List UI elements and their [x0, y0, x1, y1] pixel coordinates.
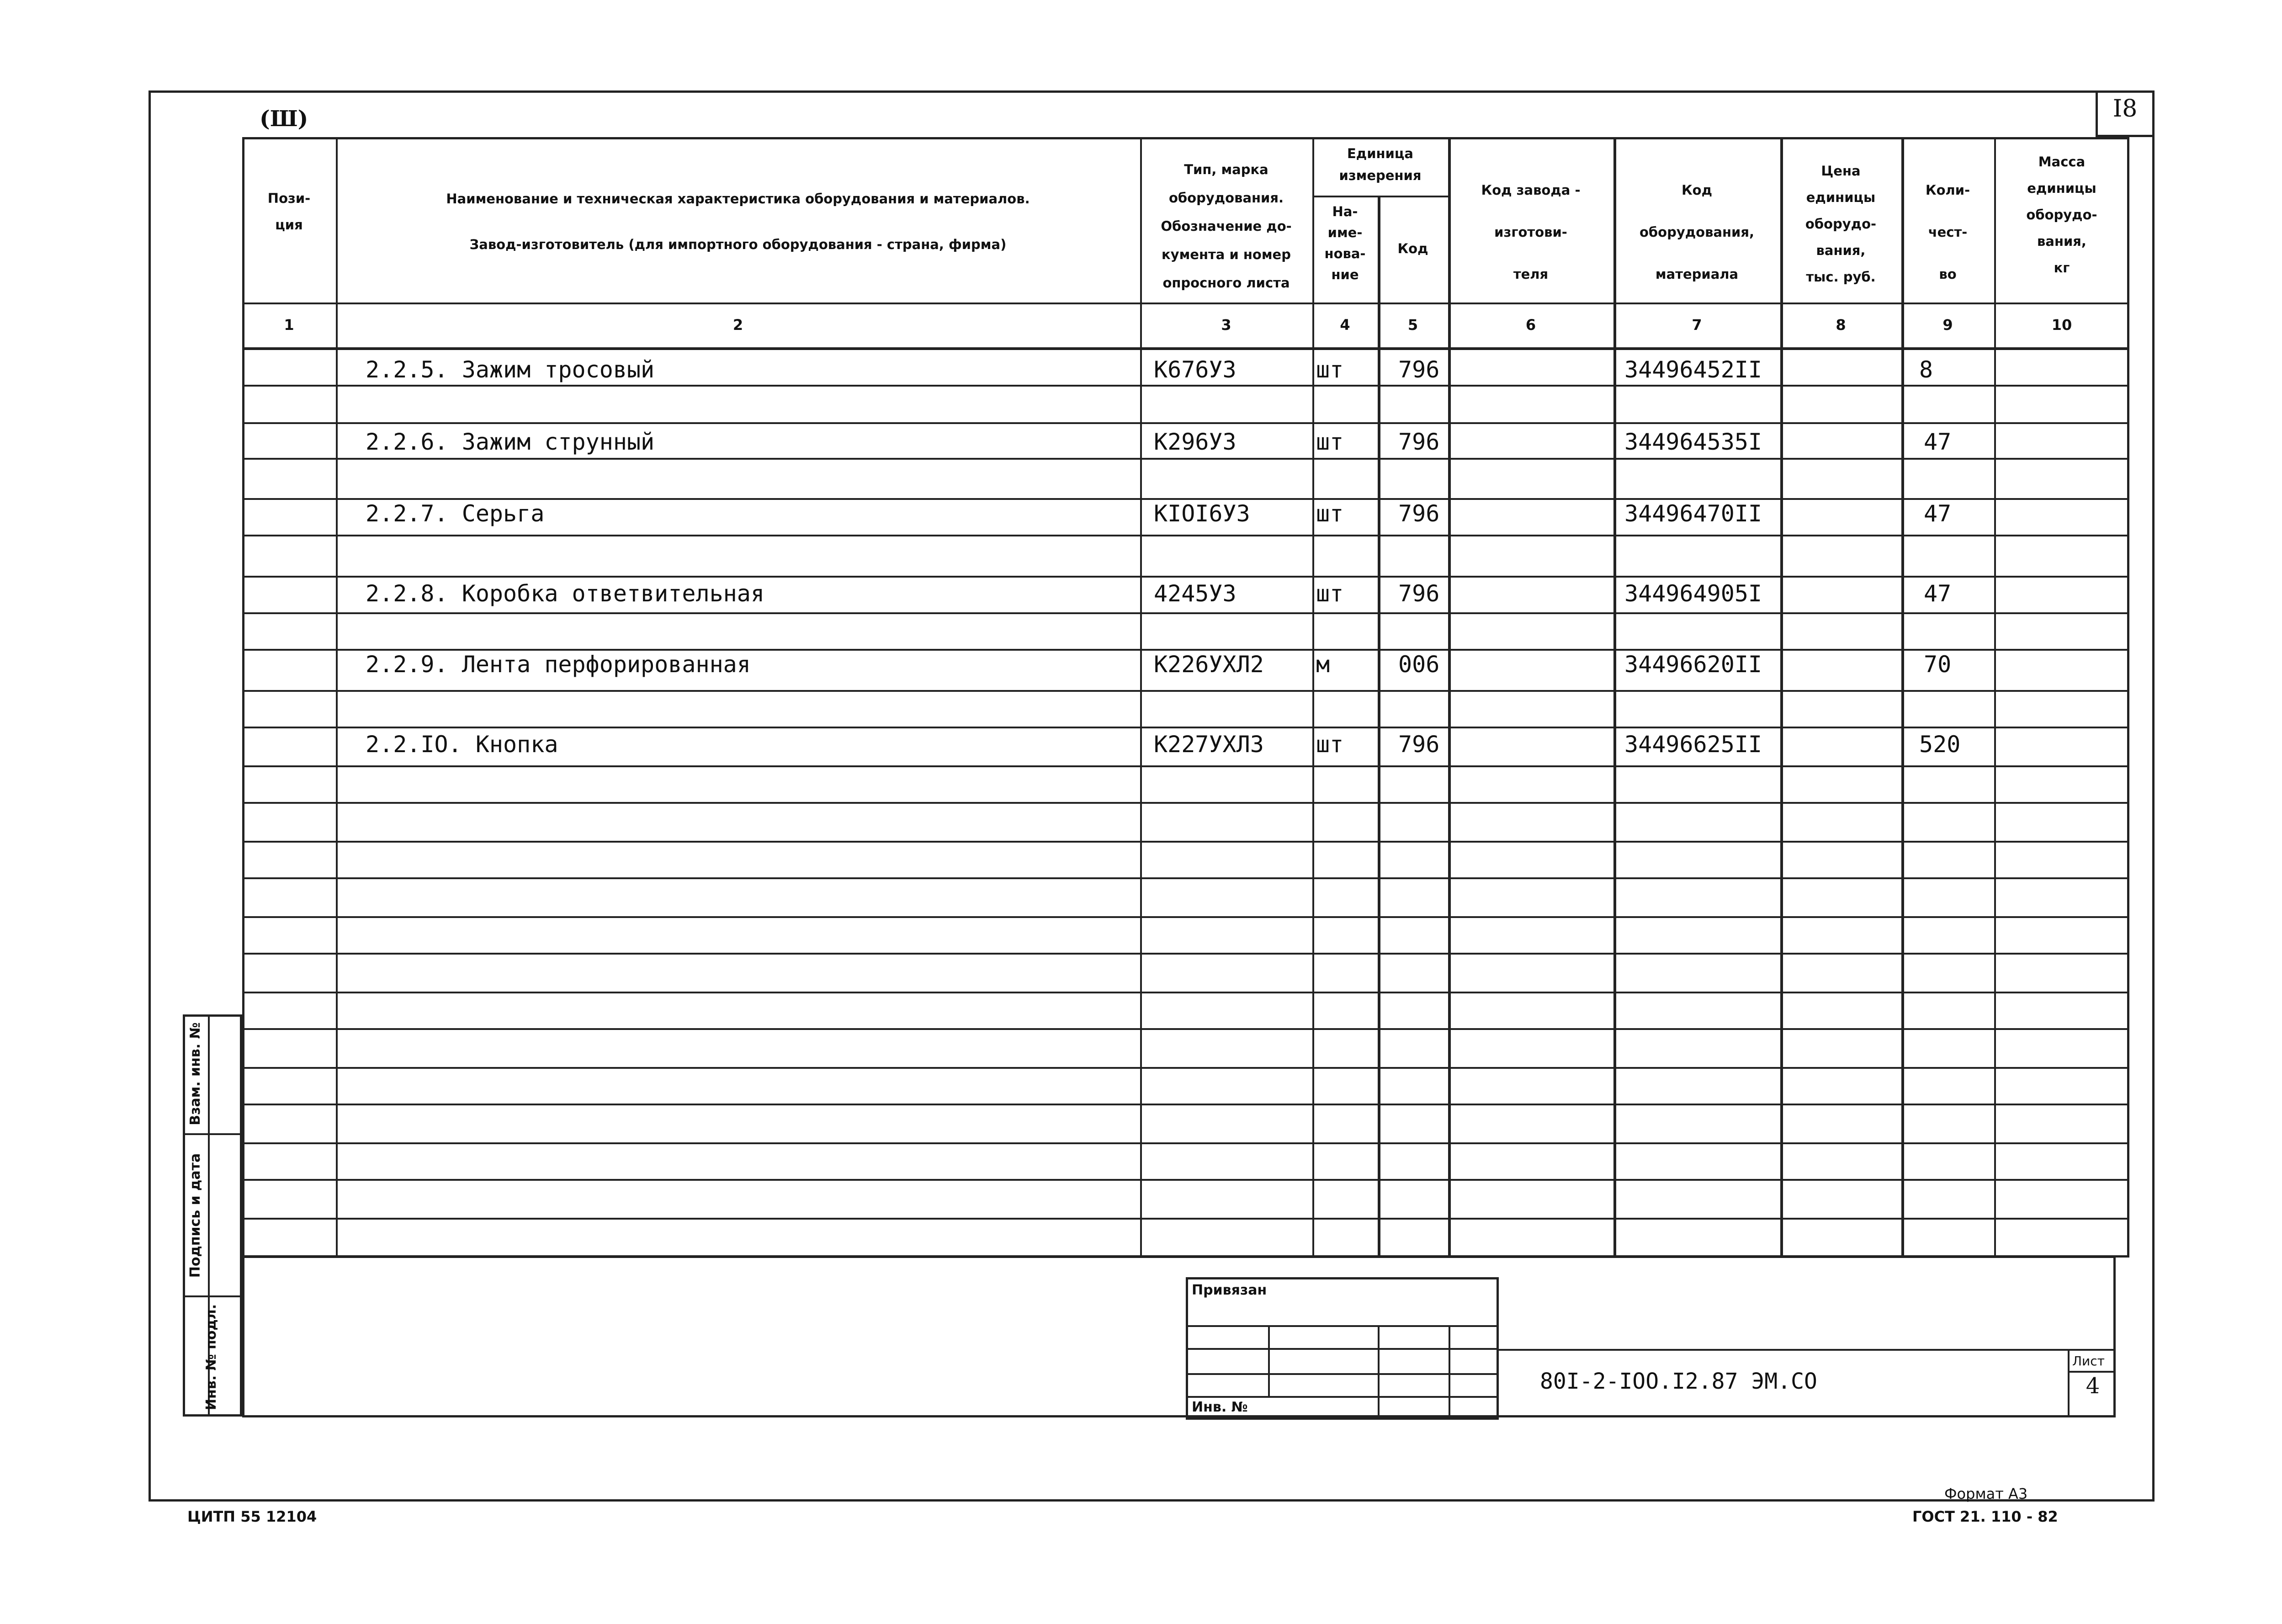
privyazan-line — [1186, 1396, 1499, 1398]
col-line-8 — [1901, 137, 1904, 1258]
row-unit: м — [1316, 651, 1330, 678]
body-line — [242, 992, 2129, 993]
col-8-num: 8 — [1836, 316, 1846, 334]
body-line — [242, 1218, 2129, 1220]
col-7-title: Код оборудования, материала — [1639, 182, 1755, 282]
footer-left: ЦИТП 55 12104 — [187, 1508, 317, 1525]
col-line-6 — [1613, 137, 1616, 1258]
sign-date-label: Подпись и дата — [187, 1153, 203, 1278]
row-qty: 47 — [1924, 580, 1952, 607]
row-unit: шт — [1316, 356, 1344, 383]
body-line — [242, 841, 2129, 843]
list-box-line — [2068, 1349, 2070, 1417]
col-7-num: 7 — [1692, 316, 1702, 334]
body-line — [242, 649, 2129, 651]
privyazan-vline — [1449, 1325, 1450, 1420]
header-bottom-line — [242, 303, 2129, 304]
row-qty: 8 — [1919, 356, 1933, 383]
col-2-title: Наименование и техническая характеристика оборудования и материалов. Завод-изготовитель (для импортного оборудования - страна, фирма) — [446, 191, 1030, 252]
body-line — [242, 802, 2129, 804]
col-9-title: Коли- чест- во — [1925, 182, 1970, 282]
col-4-num: 4 — [1340, 316, 1350, 334]
body-line — [242, 765, 2129, 767]
row-type: К296У3 — [1154, 429, 1237, 455]
body-line — [242, 498, 2129, 500]
body-line — [242, 422, 2129, 424]
body-line — [242, 535, 2129, 536]
row-equip-code: 344964535I — [1624, 429, 1762, 455]
row-equip-code: 34496452II — [1624, 356, 1762, 383]
footer-gost: ГОСТ 21. 110 - 82 — [1912, 1508, 2058, 1525]
col-2-num: 2 — [732, 316, 743, 334]
row-unit-code: 796 — [1398, 500, 1440, 527]
row-unit: шт — [1316, 731, 1344, 758]
col-line-7 — [1780, 137, 1783, 1258]
body-line — [242, 458, 2129, 460]
row-unit: шт — [1316, 580, 1344, 607]
doc-code-top-line — [1499, 1349, 2116, 1351]
unit-group-title: Единица измерения — [1339, 146, 1422, 183]
inv-podl-label: Инв. № подл. — [203, 1304, 219, 1411]
privyazan-vline — [1378, 1325, 1380, 1420]
body-line — [242, 1179, 2129, 1181]
row-name: 2.2.5. Зажим тросовый — [366, 356, 655, 383]
col-4-title: На- име- нова- ние — [1324, 204, 1366, 282]
row-qty: 520 — [1919, 731, 1961, 758]
inv-no-label: Инв. № — [1192, 1399, 1248, 1415]
row-unit-code: 796 — [1398, 731, 1440, 758]
col-3-num: 3 — [1221, 316, 1231, 334]
row-qty: 47 — [1924, 500, 1952, 527]
inv-zam-label: Взам. инв. № — [187, 1022, 203, 1125]
col-5-num: 5 — [1407, 316, 1418, 334]
lower-block — [242, 1256, 2116, 1417]
col-9-num: 9 — [1942, 316, 1953, 334]
body-line — [242, 1142, 2129, 1144]
row-type: КIОI6У3 — [1154, 500, 1250, 527]
document-code: 80I-2-IОО.I2.87 ЭМ.СО — [1540, 1369, 1817, 1394]
privyazan-vline — [1268, 1325, 1270, 1396]
body-line — [242, 576, 2129, 578]
row-qty: 70 — [1924, 651, 1952, 678]
col-line-9 — [1994, 137, 1996, 1258]
row-type: К676У3 — [1154, 356, 1237, 383]
col-6-num: 6 — [1525, 316, 1536, 334]
row-unit-code: 796 — [1398, 580, 1440, 607]
body-line — [242, 1067, 2129, 1069]
body-line — [242, 877, 2129, 879]
body-line — [242, 1104, 2129, 1105]
body-line — [242, 612, 2129, 614]
col-line-2 — [1140, 137, 1142, 1258]
row-name: 2.2.6. Зажим струнный — [366, 429, 655, 455]
row-unit-code: 796 — [1398, 429, 1440, 455]
row-type: 4245У3 — [1154, 580, 1237, 607]
body-line — [242, 385, 2129, 387]
sheet-number: I8 — [2112, 95, 2138, 122]
row-equip-code: 34496625II — [1624, 731, 1762, 758]
row-name: 2.2.IO. Кнопка — [366, 731, 558, 758]
body-line — [242, 727, 2129, 728]
row-unit: шт — [1316, 429, 1344, 455]
row-qty: 47 — [1924, 429, 1952, 455]
privyazan-line — [1186, 1325, 1499, 1327]
body-line — [242, 916, 2129, 918]
col-5-title: Код — [1397, 241, 1428, 256]
row-equip-code: 344964905I — [1624, 580, 1762, 607]
header-num-line — [242, 347, 2129, 350]
col-10-title: Масса единицы оборудо- вания, кг — [2026, 154, 2097, 276]
row-name: 2.2.9. Лента перфорированная — [366, 651, 751, 678]
col-8-title: Цена единицы оборудо- вания, тыс. руб. — [1805, 163, 1877, 285]
privyazan-label: Привязан — [1192, 1282, 1267, 1298]
row-type: К227УХЛ3 — [1154, 731, 1264, 758]
row-name: 2.2.8. Коробка ответвительная — [366, 580, 764, 607]
col-6-title: Код завода - изготови- теля — [1481, 182, 1581, 282]
footer-format: Формат А3 — [1944, 1485, 2028, 1502]
row-equip-code: 34496470II — [1624, 500, 1762, 527]
privyazan-line — [1186, 1348, 1499, 1350]
list-box-mid-line — [2068, 1371, 2116, 1373]
list-number: 4 — [2086, 1373, 2100, 1399]
col-10-num: 10 — [2051, 316, 2072, 334]
body-line — [242, 1028, 2129, 1030]
col-1-title: Пози- ция — [267, 191, 311, 233]
section-mark: (Ш) — [260, 106, 308, 132]
row-unit-code: 796 — [1398, 356, 1440, 383]
col-line-1 — [336, 137, 338, 1258]
col-line-3 — [1312, 137, 1314, 1258]
list-label: Лист — [2072, 1353, 2105, 1369]
privyazan-line — [1186, 1373, 1499, 1375]
spec-table — [242, 137, 2129, 1258]
body-line — [242, 690, 2129, 692]
col-line-5 — [1448, 137, 1451, 1258]
col-3-title: Тип, марка оборудования. Обозначение до- кумента и номер опросного листа — [1161, 162, 1292, 291]
row-unit-code: 006 — [1398, 651, 1440, 678]
row-equip-code: 34496620II — [1624, 651, 1762, 678]
row-unit: шт — [1316, 500, 1344, 527]
row-type: К226УХЛ2 — [1154, 651, 1264, 678]
row-name: 2.2.7. Серьга — [366, 500, 545, 527]
col-1-num: 1 — [284, 316, 294, 334]
body-line — [242, 953, 2129, 955]
